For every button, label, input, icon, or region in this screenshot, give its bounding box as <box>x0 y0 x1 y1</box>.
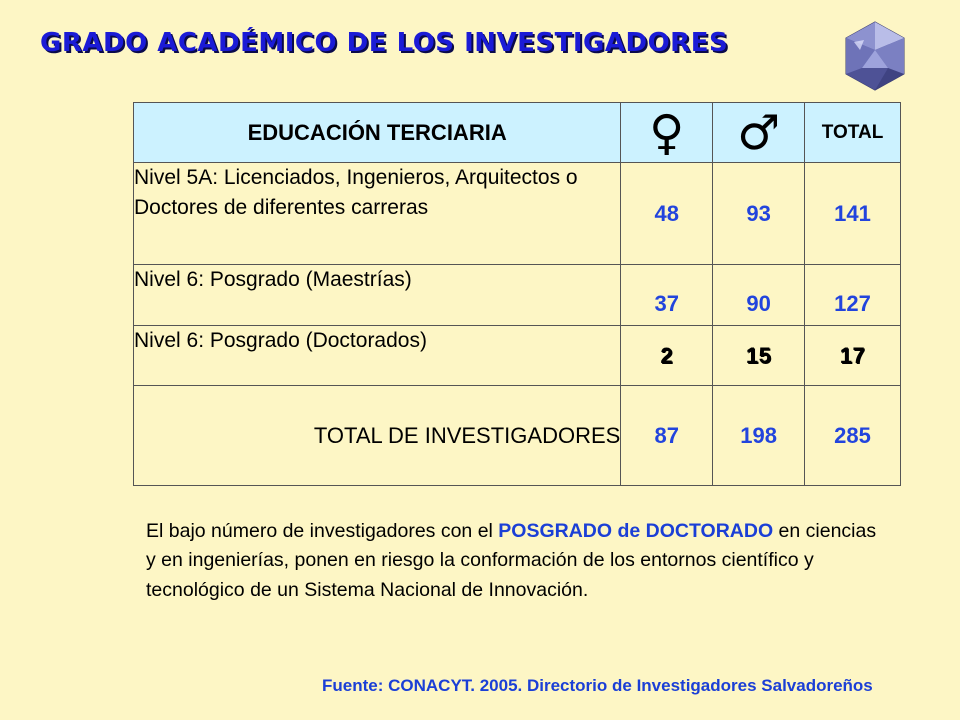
cell-male: 15 <box>713 326 805 386</box>
cell-female: 87 <box>621 386 713 486</box>
source-citation: Fuente: CONACYT. 2005. Directorio de Investigadores Salvadoreños <box>322 676 873 695</box>
cell-female: 37 <box>621 265 713 326</box>
note-text: en ciencias y en ingenierías, ponen en riesgo la conformación de los entornos científico y tecnológico de un Sistema Nacional de Innovación. <box>146 520 877 601</box>
education-table <box>133 102 901 486</box>
table-row <box>134 163 901 265</box>
cell-total: 17 <box>805 326 901 386</box>
header-education: EDUCACIÓN TERCIARIA <box>134 103 621 163</box>
cell-total: 141 <box>805 163 901 265</box>
table-row <box>134 326 901 386</box>
row-label: Nivel 6: Posgrado (Doctorados) <box>134 326 621 386</box>
cell-male: 198 <box>713 386 805 486</box>
note-highlight: POSGRADO de DOCTORADO <box>498 520 774 542</box>
row-label: Nivel 5A: Licenciados, Ingenieros, Arquitectos o Doctores de diferentes carreras <box>134 163 621 265</box>
table-row <box>134 265 901 326</box>
cell-female: 48 <box>621 163 713 265</box>
header-male-symbol: ♂ <box>713 103 805 163</box>
header-female-symbol: ♀ <box>621 103 713 163</box>
cell-male: 90 <box>713 265 805 326</box>
row-label: Nivel 6: Posgrado (Maestrías) <box>134 265 621 326</box>
note-text: El bajo número de investigadores con el <box>146 520 499 542</box>
cell-total: 127 <box>805 265 901 326</box>
cell-total: 285 <box>805 386 901 486</box>
table-row-total <box>134 386 901 486</box>
header-total: TOTAL <box>805 103 901 163</box>
cell-male: 93 <box>713 163 805 265</box>
row-label-total: TOTAL DE INVESTIGADORES <box>134 386 621 486</box>
cell-female: 2 <box>621 326 713 386</box>
gem-icon <box>842 20 908 92</box>
note-paragraph <box>146 517 886 605</box>
page-title: GRADO ACADÉMICO DE LOS INVESTIGADORES <box>40 28 729 58</box>
table-header-row <box>134 103 901 163</box>
